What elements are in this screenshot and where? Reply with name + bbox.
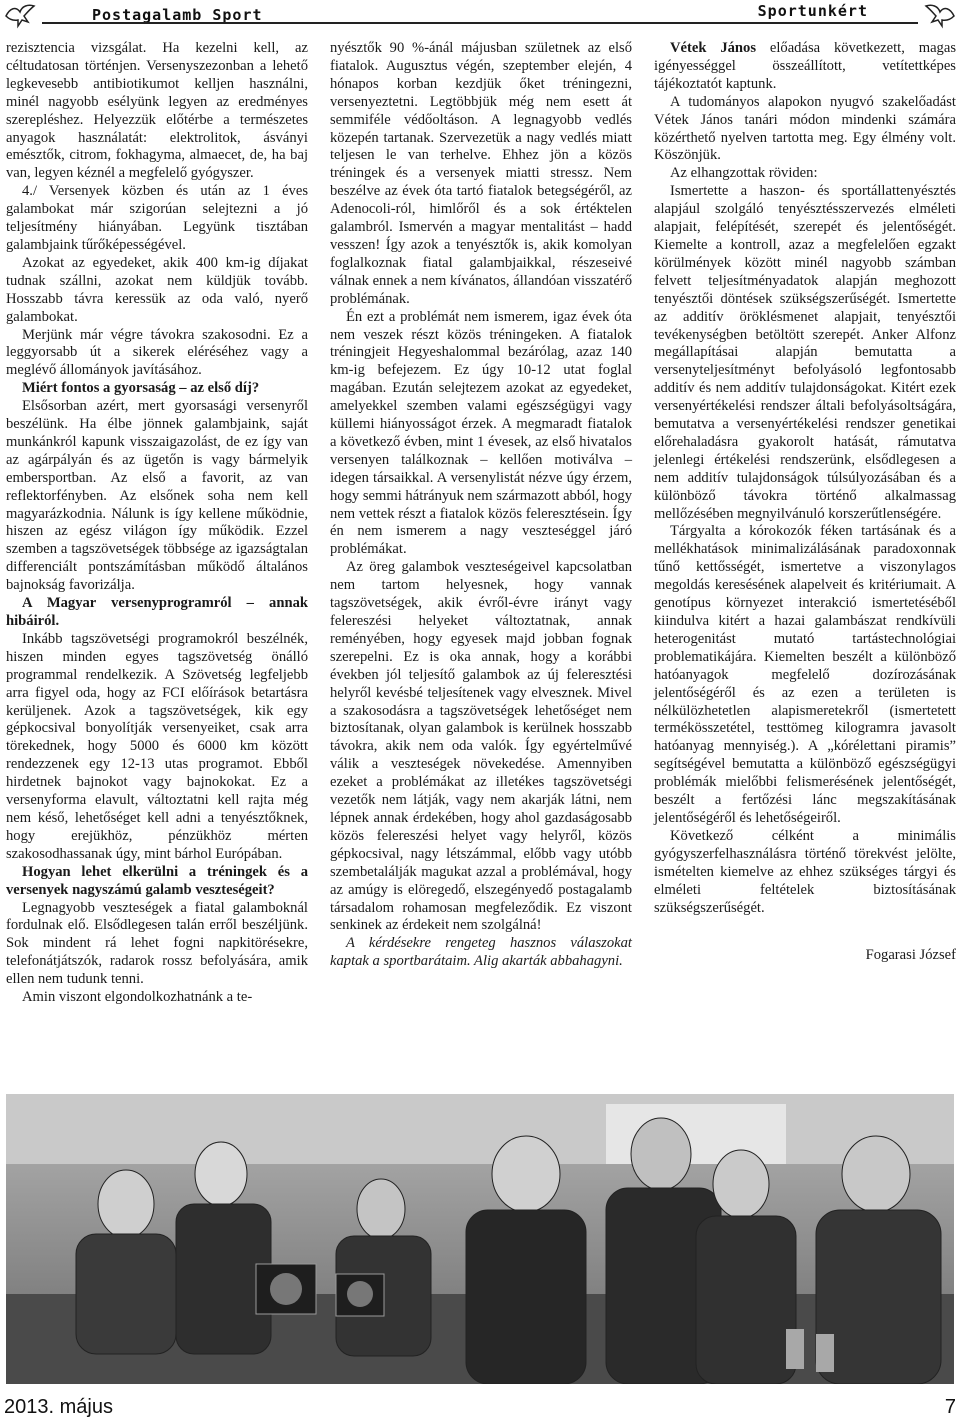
paragraph: Én ezt a problémát nem ismerem, igaz évek óta nem veszek részt közös tréningeken. A fiatalok tréningjeit Hegyeshalommal bezárólag, azaz 140 km-ig befejezem. Ez úgy 10-12 utat foglal magában. Ezután selejtezem azokat az egyedeket, amelyekkel szemben valami egészségügyi vagy küllemi hiányosságot érzek. A megmaradt fiatalok a következő évben, mint 1 évesek, az első hivatalos versenyen találkoznak – kellően motiválva – idegen társaikkal. A versenylistát nézve úgy érzem, hogy semmi hátrányuk nem származott abból, hogy nem vettek részt a fiatalok közös feleresztésein. Így én nem ismerem a nagy veszteséggel járó problémákat. [330,308,632,558]
paragraph: Ismertette a haszon- és sportállattenyésztés alapjául szolgáló tenyésztésszervezés elméleti alapjait, felépítését, szerepét és jelentőségét. Kiemelte a kontroll, azaz a megfelelően egzakt körülmények között minél nagyobb számban felvett teljesítményadatok alapján meghozott tenyésztői döntések szükségszerűségét. Ismertette az additív öröklésmenet alapjait, tenyésztői tevékenységben betöltött szerepét. Anker Alfonz megállapításai alapján bemutatta a versenyteljesítményt befolyásoló legfontosabb additív és nem additív tulajdonságokat. Kitért ezek versenyértékelési rendszer általi befolyásoltságára, bemutatva a versenyértékelési rendszer genetikai előrehaladásra gyakorolt hatását, rámutatva jelenlegi értékelési rendszerünk, elsődlegesen a nem additív tulajdonságok túlsúlyozásában és a különböző távokra történő alkalmassag mellőzésében megnyilvánuló korszerűtlenségére. [654,183,956,522]
question-text: Hogyan lehet elkerülni a tréningek és a versenyek nagyszámú galamb veszteségeit? [6,863,308,898]
photo-illustration [6,1094,954,1384]
page-number: 7 [944,1396,956,1418]
header-rule [42,22,918,24]
paragraph: Amin viszont elgondolkozhatnánk a te- [22,989,253,1006]
section-title: Sportunkért [757,2,868,20]
article-column-2 [330,40,632,971]
author-signature: Fogarasi József [865,947,956,964]
publication-title: Postagalamb Sport [92,6,263,24]
question-heading [6,380,308,398]
group-photo [6,1094,954,1384]
article-column-3 [654,40,956,965]
question-text: Miért fontos a gyorsaság – az első díj? [22,380,260,397]
paragraph: Elsősorban azért, mert gyorsasági versenyről beszélünk. Ha élbe jönnek galambjaink, saját munkánkról kapunk visszaigazolást, de ez így van az agárpályán és az ügetőn is vagy bármelyik embersportban. Az első a favorit, az van reflektorfényben. Az elsőnek soha nem kell magyarázkodnia. Nálunk is így kellene működnie, hiszen az egész világon így működik. Ezzel szemben a tagszövetségek többsége az igazságtalan differenciált pontszámításban működő általános bajnokság favorizálja. [6,398,308,594]
page-header [0,0,960,36]
paragraph [654,40,956,94]
paragraph: Inkább tagszövetségi programokról beszélnék, hiszen minden egyes tagszövetség önálló programmal rendelkezik. A Szövetség legfeljebb arra figyel oda, hogy az FCI előírások betartásra kerüljenek. Azok a tagszövetségek, kik egy gépkocsival bonyolítják versenyeiket, csak arra törekednek, hogy 5000 és 6000 km között rendezzenek egy 12-13 utas programot. Ebből hirdetnek bajnokot vagy bajnokokat. Ez a versenyforma elavult, változtatni kell rajta még nem késő, lehetőséget kell adni a tenyésztőknek, hogy erejükhöz, pénzükhöz mérten szakosodhassanak úgy, mint bárhol Európában. [6,630,308,862]
question-text: A Magyar versenyprogramról – annak hibáiról. [6,595,308,629]
paragraph-text: előadása következett, magas igényességgel összeállított, vetítettképes tájékoztatót kaptunk. [654,40,956,92]
paragraph: Merjünk már végre távokra szakosodni. Ez a leggyorsabb út a sikerek eléréséhez vagy a meglévő állományok javításához. [6,326,308,379]
paragraph: nyésztők 90 %-ánál májusban születnek az első fiatalok. Augusztus végén, szeptember elején, 4 hónapos korban kezdjük őket tréningezni, versenyeztetni. Legtöbbjük még nem esett át semmiféle védőoltáson. A legnagyobb vedlés közepén tartanak. Szervezetük a nagy vedlés miatt teljesen le van terhelve. Ehhez jön a közös tréningek és a versenyek miatti stressz. Nem beszélve az évek óta tartó fiatalok betegségéről, az Adenocoli-ról, himlőről és a sok értéktelen galambról. Ismervén a magyar mentalitást – hadd vesszen! Így azok a tenyésztők is, akik komolyan foglalkoznak fiatal galambjaikkal, részeseivé válnak ennek a nem kívánatos, állandóan visszatérő problémának. [330,40,632,307]
question-heading [6,595,308,631]
caption-text: A kérdésekre rengeteg hasznos válaszokat kaptak a sportbarátaim. Alig akarták abbahagyni. [330,935,632,970]
paragraph: Következő célként a minimális gyógyszerfelhasználásra történő törekvést jelölte, ismételten kiemelve az ehhez szükséges tárgyi és elméleti feltételek biztosításának szükségszerűségét. [654,827,956,916]
paragraph: A tudományos alapokon nyugvó szakelőadást Vétek János tanári módon mindenki számára közérthető nyelven tartotta meg. Egy élmény volt. Köszönjük. [654,93,956,164]
paragraph: Legnagyobb veszteségek a fiatal galamboknál fordulnak elő. Elsődlegesen talán erről beszéljünk. Sok mindent rá lehet fogni napkitörésekre, telefonátjátszók, radarok rossz befolyására, amik ellen nem tudunk tenni. [6,899,308,988]
pigeon-icon [924,2,956,30]
paragraph: rezisztencia vizsgálat. Ha kezelni kell, az céltudatosan történjen. Versenyszezonban a lehető legkevesebb antibiotikumot kelljen használni, minél nagyobb esélyünk legyen az eredményes szerepléshez. Helyezzük előtérbe a természetes anyagok használatát: elektrolitok, ásványi emésztők, citrom, fokhagyma, almaecet, de, ha baj van, legyen kéznél a megfelelő gyógyszer. [6,40,308,182]
paragraph: Az elhangzottak röviden: [670,165,818,182]
pigeon-icon [4,2,36,30]
issue-date: 2013. május [4,1396,113,1418]
paragraph: Tárgyalta a kórokozók féken tartásának és a mellékhatások minimalizálásának paradoxonnak tűnő kettősségét, ismertetve a viszonylagos megoldás keresésének alapelveit és kritériumait. A genotípus környezet interakció ismertetéséből kiindulva kitért a hazai galambászat rendkívüli heterogenitást mutató tartástechnológiai problematikájára. Kiemelten beszélt a különböző hatóanyagok megfelelő dozírozásának jelentőségéről és az ezen a területen is nélkülözhetetlen alapismeretekről (ismertetett termékösszetétel, testtömeg kilogramra javasolt hatóanyag mennyiség.). A „kórélettani piramis” segítségével bemutatta a különböző egészségügyi problémák mielőbbi felismerésének jelentőségét, beszélt a fertőzési lánc megszakításának jelentőségéről és lehetőségeiről. [654,523,956,826]
question-heading [6,864,308,900]
speaker-name: Vétek János [670,40,757,56]
paragraph: Azokat az egyedeket, akik 400 km-ig díjakat tudnak szállni, azokat nem küldjük tovább. Hosszabb távra keressük az oda való, nyerő galambokat. [6,254,308,325]
paragraph: Az öreg galambok veszteségeivel kapcsolatban nem tartom helyesnek, hogy vannak tagszövetségek, akik évről-évre irányt vagy felereszési helyeket változtatnak, annak reményében, hogy egyesek majd jobban fognak szerepelni. Ez is oka annak, hogy a korábbi években jól teljesítő galambok az új feleresztési helyről kevésbé teljesítenek vagy elvesznek. Mivel a szakosodásra a tagszövetségek lehetőséget nem biztosítanak, olyan galambok is kerülnek hosszabb távokra, akik nem oda valók. Így egyértelművé válik a veszteségek növekedése. Amennyiben ezeket a problémákat az illetékes tagszövetségi vezetők nem látják, vagy nem akarják látni, nem lépnek annak érdekében, hogy ahol gazdaságosabb közös felereszési helyet vagy helyről, közös gépkocsival, nagy létszámmal, előbb vagy utóbb szembetalálják magukat azzal a problémával, hogy az amúgy is elöregedő, elszegényedő postagalamb társadalom rohamosan megfeleződik. Ez viszont senkinek az érdekeit nem szolgálná! [330,559,632,934]
paragraph: 4./ Versenyek közben és után az 1 éves galambokat már szigorúan selejtezni a jó teljesítmény hiányában. Legyünk tisztában galambjaink tűrőképességével. [6,183,308,253]
article-column-1 [6,40,308,1007]
photo-caption [330,935,632,971]
